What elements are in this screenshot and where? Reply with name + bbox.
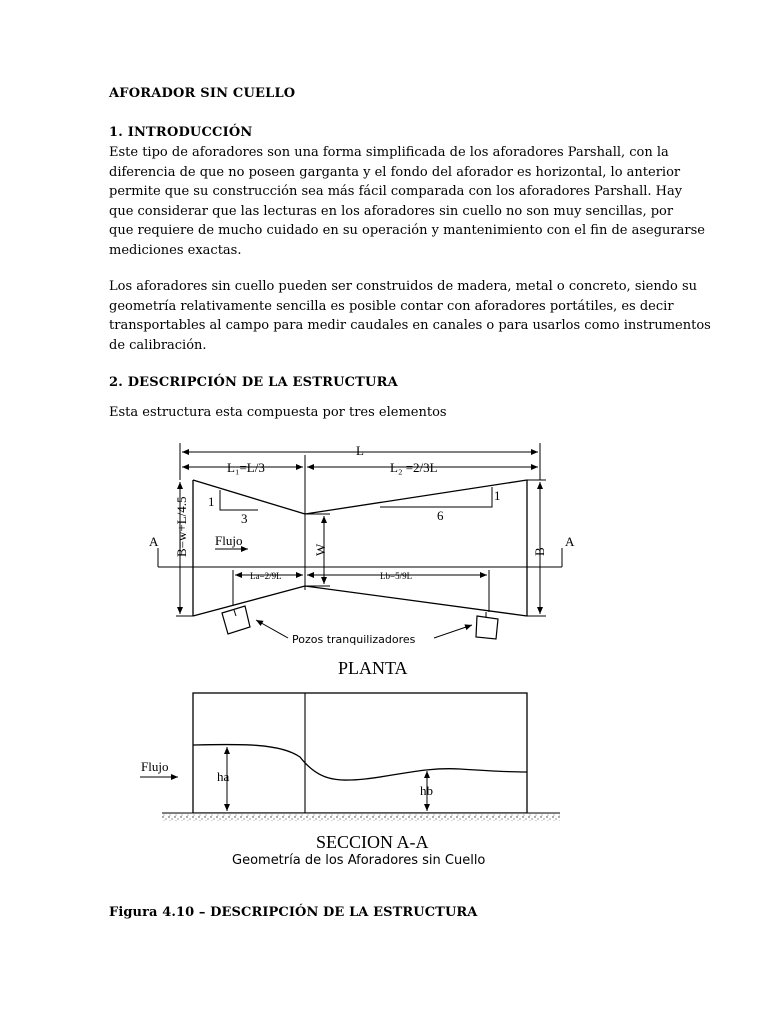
label-hb: hb <box>420 783 433 798</box>
label-flow-plan: Flujo <box>215 533 243 548</box>
section-heading-descripcion: 2. DESCRIPCIÓN DE LA ESTRUCTURA <box>109 375 398 390</box>
slope-triangle-right <box>380 487 492 507</box>
section-heading-introduccion: 1. INTRODUCCIÓN <box>109 125 253 140</box>
lower-converging-wall <box>193 586 305 616</box>
label-slope-left-run: 3 <box>241 511 248 526</box>
label-L: L <box>356 443 364 458</box>
water-surface-profile <box>193 744 527 780</box>
pozos-leader-left <box>256 620 288 638</box>
paragraph-line: permite que su construcción sea más fácil comparada con los aforadores Parshall. Hay <box>109 184 683 199</box>
paragraph-line: que requiere de mucho cuidado en su operación y mantenimiento con el fin de asegurarse <box>109 223 705 238</box>
section-frame <box>193 693 527 813</box>
paragraph-line: geometría relativamente sencilla es posible contar con aforadores portátiles, es decir <box>109 298 674 314</box>
label-slope-right-rise: 1 <box>494 488 501 503</box>
section-view <box>140 693 560 821</box>
label-B-right: B <box>532 547 547 556</box>
paragraph-line: de calibración. <box>109 337 207 353</box>
paragraph-line: Este tipo de aforadores son una forma simplificada de los aforadores Parshall, con la <box>109 145 669 160</box>
label-L2: L₂ =2/3L <box>390 460 438 475</box>
ground-hatch <box>162 813 560 821</box>
label-L1: L₁=L/3 <box>227 460 265 475</box>
label-seccion-aa: SECCION A-A <box>316 832 429 852</box>
section2-text: Esta estructura esta compuesta por tres elementos <box>109 405 447 420</box>
paragraph-line: que considerar que las lecturas en los aforadores sin cuello no son muy sencillas, por <box>109 203 674 219</box>
plan-labels <box>149 443 575 678</box>
label-flow-section: Flujo <box>141 759 169 774</box>
label-A-left: A <box>149 534 159 549</box>
stilling-well-left <box>222 606 250 634</box>
lower-diverging-wall <box>305 586 527 616</box>
label-planta: PLANTA <box>338 658 408 678</box>
figure-caption: Figura 4.10 – DESCRIPCIÓN DE LA ESTRUCTURA <box>109 905 478 920</box>
label-slope-left-rise: 1 <box>208 494 215 509</box>
paragraph-line: transportables al campo para medir caudales en canales o para usarlos como instrumentos <box>109 318 711 333</box>
label-B-left: B=w+L/4.5 <box>174 496 189 557</box>
label-pozos: Pozos tranquilizadores <box>292 633 416 646</box>
stilling-well-right <box>476 612 498 639</box>
paragraph-line: diferencia de que no poseen garganta y el fondo del aforador es horizontal, lo anterior <box>109 164 681 180</box>
label-Lb: Lb=5/9L <box>380 571 413 581</box>
label-La: La=2/9L <box>250 571 282 581</box>
label-ha: ha <box>217 769 230 784</box>
label-A-right: A <box>565 534 575 549</box>
label-geometria: Geometría de los Aforadores sin Cuello <box>232 853 486 868</box>
pozos-leader-right <box>434 625 472 638</box>
paragraph-line: mediciones exactas. <box>109 242 242 258</box>
label-W: W <box>313 543 328 556</box>
paragraph-line: Los aforadores sin cuello pueden ser construidos de madera, metal o concreto, siendo su <box>109 279 698 294</box>
slope-triangle-left <box>220 490 258 510</box>
document-title: AFORADOR SIN CUELLO <box>109 86 296 101</box>
label-slope-right-run: 6 <box>437 508 444 523</box>
